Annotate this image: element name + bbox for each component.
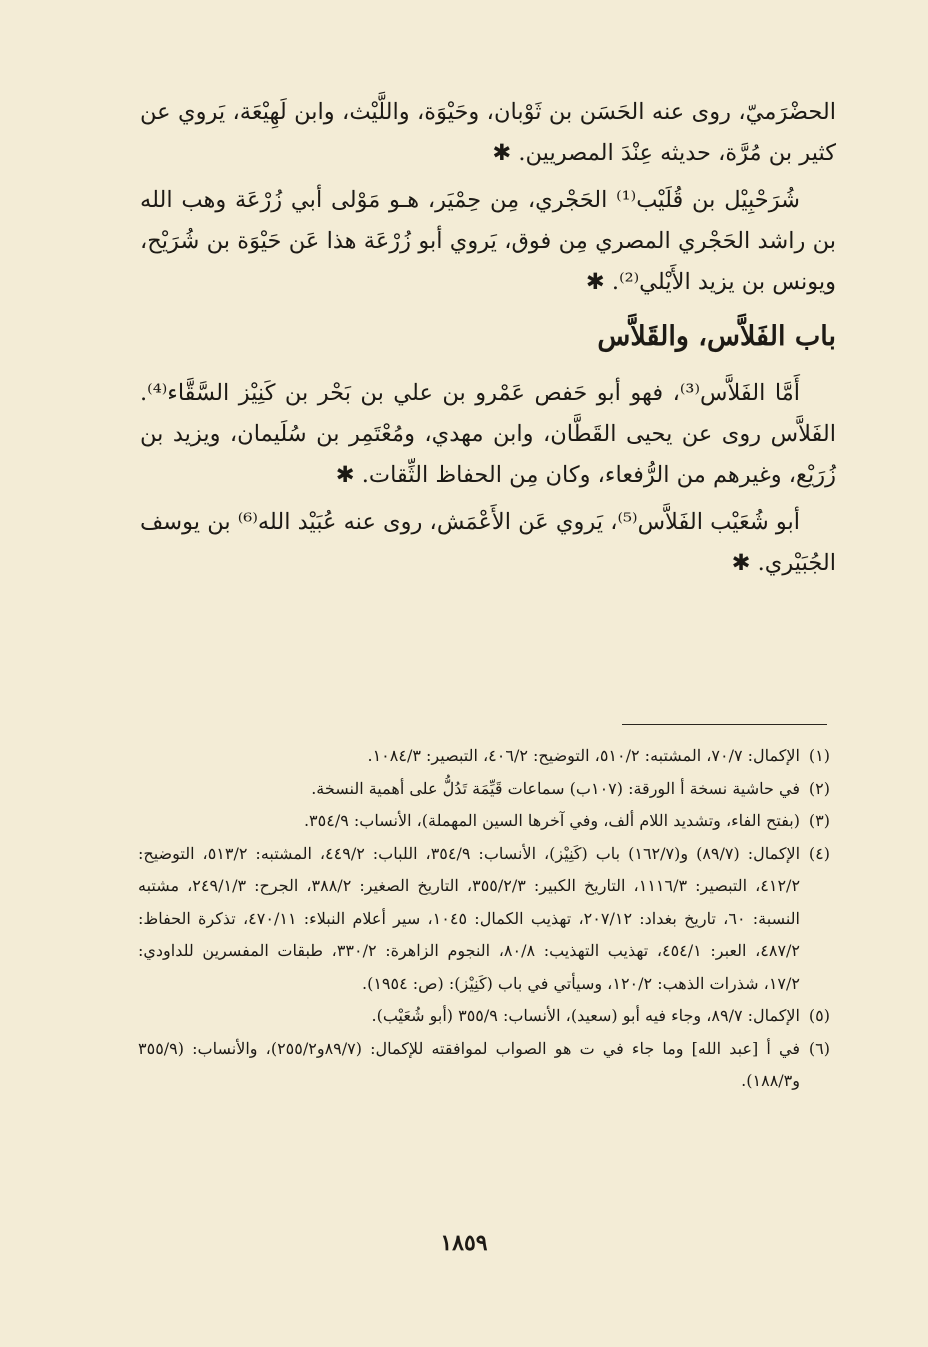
- entry-hadrami: الحضْرَميّ، روى عنه الحَسَن بن ثَوْبان، وحَيْوَة، واللَّيْث، وابن لَهِيْعَة، يَروي عن كثير بن مُرَّة، حديثه عِنْدَ المصريين. ✱: [140, 99, 836, 166]
- footnote-3: [138, 805, 830, 838]
- footnote-4: [138, 838, 830, 1001]
- footnote-divider: [622, 724, 827, 725]
- footnote-6: [138, 1033, 830, 1098]
- entry-shurahbil: شُرَحْبِيْل بن قُلَيْب⁽¹⁾ الحَجْري، مِن حِمْيَر، هـو مَوْلى أبي زُرْعَة وهب الله بن راشد الحَجْري المصري مِن فوق، يَروي أبو زُرْعَة هذا عَن حَيْوَة بن شُرَيْح، ويونس بن يزيد الأَيْلي⁽²⁾. ✱: [140, 187, 836, 295]
- footnote-number: (٢): [808, 778, 830, 798]
- footnote-text: في أ [عبد الله] وما جاء في ت هو الصواب لموافقته للإكمال: (٨٩/٧و٢٥٥/٢)، والأنساب: (٣٥٥/٩ و١٨٨/٣).: [138, 1038, 801, 1090]
- footnote-text: الإكمال: ٧٠/٧، المشتبه: ٥١٠/٢، التوضيح: ٤٠٦/٢، التبصير: ١٠٨٤/٣.: [367, 746, 800, 765]
- footnote-text: الإكمال: ٨٩/٧، وجاء فيه أبو (سعيد)، الأنساب: ٣٥٥/٩ (أبو شُعَيْب).: [371, 1006, 800, 1025]
- footnote-5: [138, 1000, 830, 1033]
- footnote-number: (٣): [808, 811, 830, 830]
- footnote-2: [138, 773, 830, 806]
- entry-abu-shuayb: أبو شُعَيْب الفَلاَّس⁽⁵⁾، يَروي عَن الأَعْمَش، روى عنه عُبَيْد الله⁽⁶⁾ بن يوسف الجُبَيْري. ✱: [140, 509, 836, 576]
- main-text: [140, 92, 836, 590]
- section-title: باب الفَلاَّس، والقَلاَّس: [597, 321, 836, 352]
- footnote-number: (١): [808, 746, 830, 765]
- footnote-text: في حاشية نسخة أ الورقة: (١٠٧ب) سماعات قَيِّمَة تَدُلُّ على أهمية النسخة.: [311, 778, 800, 798]
- entry-fallas: أَمَّا الفَلاَّس⁽³⁾، فهو أبو حَفص عَمْرو بن علي بن بَحْر بن كَنِيْز السَّقَّاء⁽⁴⁾. الفَلاَّس روى عن يحيى القَطَّان، وابن مهدي، ومُعْتَمِر بن سُلَيمان، ويزيد بن زُرَيْع، وغيرهم من الرُّفعاء، وكان مِن الحفاظ الثِّقات. ✱: [140, 380, 836, 488]
- footnote-number: (٥): [808, 1006, 830, 1025]
- footnote-number: (٤): [808, 843, 830, 863]
- footnote-number: (٦): [808, 1038, 830, 1058]
- footnotes: [138, 740, 830, 1098]
- footnote-text: الإكمال: (٨٩/٧) و(١٦٢/٧) باب (كَنِيْز)، الأنساب: ٣٥٤/٩، اللباب: ٤٤٩/٢، المشتبه: ٥١٣/٢، التوضيح: ٤١٢/٢، التبصير: ١١١٦/٣، التاريخ الكبير: ٣٥٥/٢/٣، التاريخ الصغير: ٣٨٨/٢، الجرح: ٢٤٩/١/٣، مشتبه النسبة: ٦٠، تاريخ بغداد: ٢٠٧/١٢، تهذيب الكمال: ١٠٤٥، سير أعلام النبلاء: ٤٧٠/١١، تذكرة الحفاظ: ٤٨٧/٢، العبر: ٤٥٤/١، تهذيب التهذيب: ٨٠/٨، النجوم الزاهرة: ٣٣٠/٢، طبقات المفسرين للداودي: ١٧/٢، شذرات الذهب: ١٢٠/٢، وسيأتي في باب (كَنِيْز): (ص: ١٩٥٤).: [138, 843, 801, 993]
- footnote-text: (بفتح الفاء، وتشديد اللام ألف، وفي آخرها السين المهملة)، الأنساب: ٣٥٤/٩.: [303, 811, 800, 830]
- footnote-1: [138, 740, 830, 773]
- page-number: ١٨٥٩: [440, 1230, 488, 1256]
